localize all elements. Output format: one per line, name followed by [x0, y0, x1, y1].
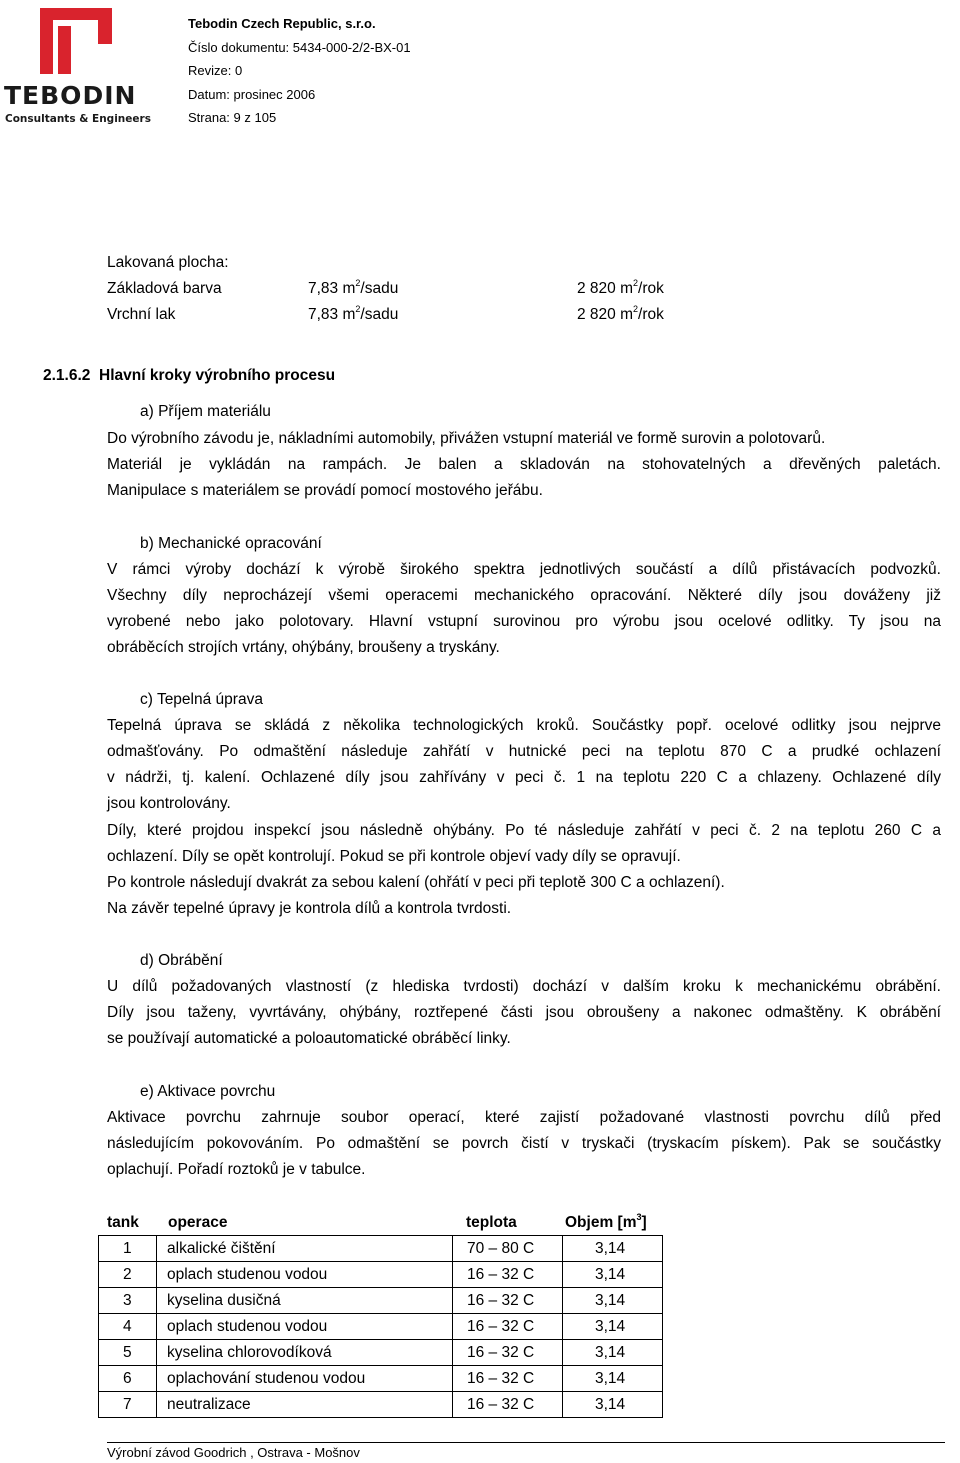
table-header-volume: Objem $[m^3]$	[565, 1212, 647, 1231]
document-date: Datum: prosinec 2006	[188, 86, 316, 102]
paragraph-line: Materiál je vykládán na rampách. Je balen a skladován na stohovatelných a dřevěných paletách.	[107, 456, 941, 473]
volume-cell: 3,14	[563, 1262, 663, 1288]
table-row	[99, 1236, 663, 1262]
paragraph-line: obráběcích strojích vrtány, ohýbány, broušeny a tryskány.	[107, 639, 500, 656]
tank-table	[98, 1235, 663, 1418]
operation-cell: oplach studenou vodou	[157, 1314, 453, 1340]
volume-cell: 3,14	[563, 1392, 663, 1418]
temperature-cell: 16 – 32 C	[453, 1392, 563, 1418]
paragraph-line: Díly, které projdou inspekcí jsou následně ohýbány. Po té následuje zahřátí v peci č. 2 na teplotu 260 C a	[107, 822, 941, 839]
paragraph-line: oplachují. Pořadí roztoků je v tabulce.	[107, 1161, 366, 1178]
paragraph-line: V rámci výroby dochází k výrobě širokého spektra jednotlivých součástí a dílů přistávacích podvozků.	[107, 561, 941, 578]
document-number: Číslo dokumentu: 5434-000-2/2-BX-01	[188, 39, 411, 55]
volume-cell: 3,14	[563, 1366, 663, 1392]
tank-cell: 7	[99, 1392, 157, 1418]
table-row	[99, 1288, 663, 1314]
operation-cell: alkalické čištění	[157, 1236, 453, 1262]
temperature-cell: 70 – 80 C	[453, 1236, 563, 1262]
table-header-temperature: teplota	[466, 1214, 517, 1231]
volume-cell: 3,14	[563, 1236, 663, 1262]
temperature-cell: 16 – 32 C	[453, 1314, 563, 1340]
revision: Revize: 0	[188, 63, 243, 78]
table-row	[99, 1392, 663, 1418]
paragraph-line: Po kontrole následují dvakrát za sebou kalení (ohřátí v peci při teplotě 300 C a ochlazení).	[107, 874, 725, 891]
operation-cell: oplach studenou vodou	[157, 1262, 453, 1288]
table-header-operation: operace	[168, 1214, 228, 1231]
logo-subtitle: Consultants & Engineers	[5, 113, 151, 125]
section-title: Hlavní kroky výrobního procesu	[99, 367, 336, 384]
step-e-title: e) Aktivace povrchu	[140, 1083, 276, 1100]
step-c-title: c) Tepelná úprava	[140, 691, 263, 708]
table-row	[99, 1366, 663, 1392]
temperature-cell: 16 – 32 C	[453, 1340, 563, 1366]
volume-cell: 3,14	[563, 1314, 663, 1340]
temperature-cell: 16 – 32 C	[453, 1366, 563, 1392]
paragraph-line: vyrobené nebo jako polotovary. Hlavní vstupní surovinou pro výrobu jsou ocelové odlitky. Ty jsou na	[107, 613, 941, 630]
paragraph-line: Aktivace povrchu zahrnuje soubor operací, které zajistí požadované vlastnosti povrchu dílů před	[107, 1109, 941, 1126]
coating-row-name: Vrchní lak	[107, 306, 176, 323]
paragraph-line: odmašťovány. Po odmaštění následuje zahřátí v hutnické peci na teplotu 870 C a prudké ochlazení	[107, 743, 941, 760]
coating-row-per-set: 7,83 $m^2$/sadu	[308, 278, 399, 297]
paragraph-line: Díly jsou taženy, vyvrtávány, ohýbány, roztřepené části jsou obroušeny a nakonec odmaštěny. K obrábění	[107, 1004, 941, 1021]
step-d-title: d) Obrábění	[140, 952, 223, 969]
page-number: Strana: 9 z 105	[188, 110, 277, 125]
company-name: Tebodin Czech Republic, s.r.o.	[188, 16, 376, 31]
coating-heading: Lakovaná plocha:	[107, 254, 229, 271]
tebodin-logo	[0, 0, 160, 130]
volume-cell: 3,14	[563, 1340, 663, 1366]
paragraph-line: v nádrži, tj. kalení. Ochlazené díly jsou zahřívány v peci č. 1 na teplotu 220 C a chlazeny. Ochlazené díly	[107, 769, 941, 786]
logo-mark	[40, 8, 112, 74]
temperature-cell: 16 – 32 C	[453, 1288, 563, 1314]
table-row	[99, 1262, 663, 1288]
operation-cell: kyselina dusičná	[157, 1288, 453, 1314]
volume-cell: 3,14	[563, 1288, 663, 1314]
operation-cell: oplachování studenou vodou	[157, 1366, 453, 1392]
operation-cell: kyselina chlorovodíková	[157, 1340, 453, 1366]
coating-row-name: Základová barva	[107, 280, 222, 297]
section-number: 2.1.6.2	[43, 367, 91, 384]
temperature-cell: 16 – 32 C	[453, 1262, 563, 1288]
table-row	[99, 1340, 663, 1366]
tank-cell: 4	[99, 1314, 157, 1340]
table-header-tank: tank	[107, 1214, 139, 1231]
paragraph-line: se používají automatické a poloautomatické obráběcí linky.	[107, 1030, 511, 1047]
step-b-title: b) Mechanické opracování	[140, 535, 322, 552]
paragraph-line: ochlazení. Díly se opět kontrolují. Pokud se při kontrole objeví vady díly se opravují.	[107, 848, 681, 865]
tank-cell: 3	[99, 1288, 157, 1314]
step-a-title: a) Příjem materiálu	[140, 403, 271, 420]
tank-cell: 6	[99, 1366, 157, 1392]
paragraph-line: jsou kontrolovány.	[107, 795, 231, 812]
paragraph-line: Tepelná úprava se skládá z několika technologických kroků. Součástky popř. ocelové odlitky jsou nejprve	[107, 717, 941, 734]
paragraph-line: Na závěr tepelné úpravy je kontrola dílů a kontrola tvrdosti.	[107, 900, 512, 917]
paragraph-line: Manipulace s materiálem se provádí pomocí mostového jeřábu.	[107, 482, 543, 499]
paragraph-line: U dílů požadovaných vlastností (z hlediska tvrdosti) dochází v dalším kroku k mechanickému obrábění.	[107, 978, 941, 995]
coating-row-per-year: 2 820 $m^2$/rok	[577, 304, 664, 323]
paragraph-line: Do výrobního závodu je, nákladními automobily, přivážen vstupní materiál ve formě surovin a polotovarů.	[107, 430, 826, 447]
paragraph-line: následujícím pokovováním. Po odmaštění se povrch čistí v tryskači (tryskacím pískem). Pak se součástky	[107, 1135, 941, 1152]
page-footer: Výrobní závod Goodrich , Ostrava - Mošnov	[107, 1445, 360, 1460]
table-row	[99, 1314, 663, 1340]
document-header	[188, 12, 411, 130]
paragraph-line: Všechny díly neprocházejí všemi operacemi mechanického opracování. Některé díly jsou dováženy již	[107, 587, 941, 604]
section-heading	[43, 363, 335, 389]
tank-cell: 5	[99, 1340, 157, 1366]
operation-cell: neutralizace	[157, 1392, 453, 1418]
tank-cell: 1	[99, 1236, 157, 1262]
coating-row-per-set: 7,83 $m^2$/sadu	[308, 304, 399, 323]
coating-row-per-year: 2 820 $m^2$/rok	[577, 278, 664, 297]
tank-cell: 2	[99, 1262, 157, 1288]
logo-text: TEBODIN	[4, 81, 137, 110]
